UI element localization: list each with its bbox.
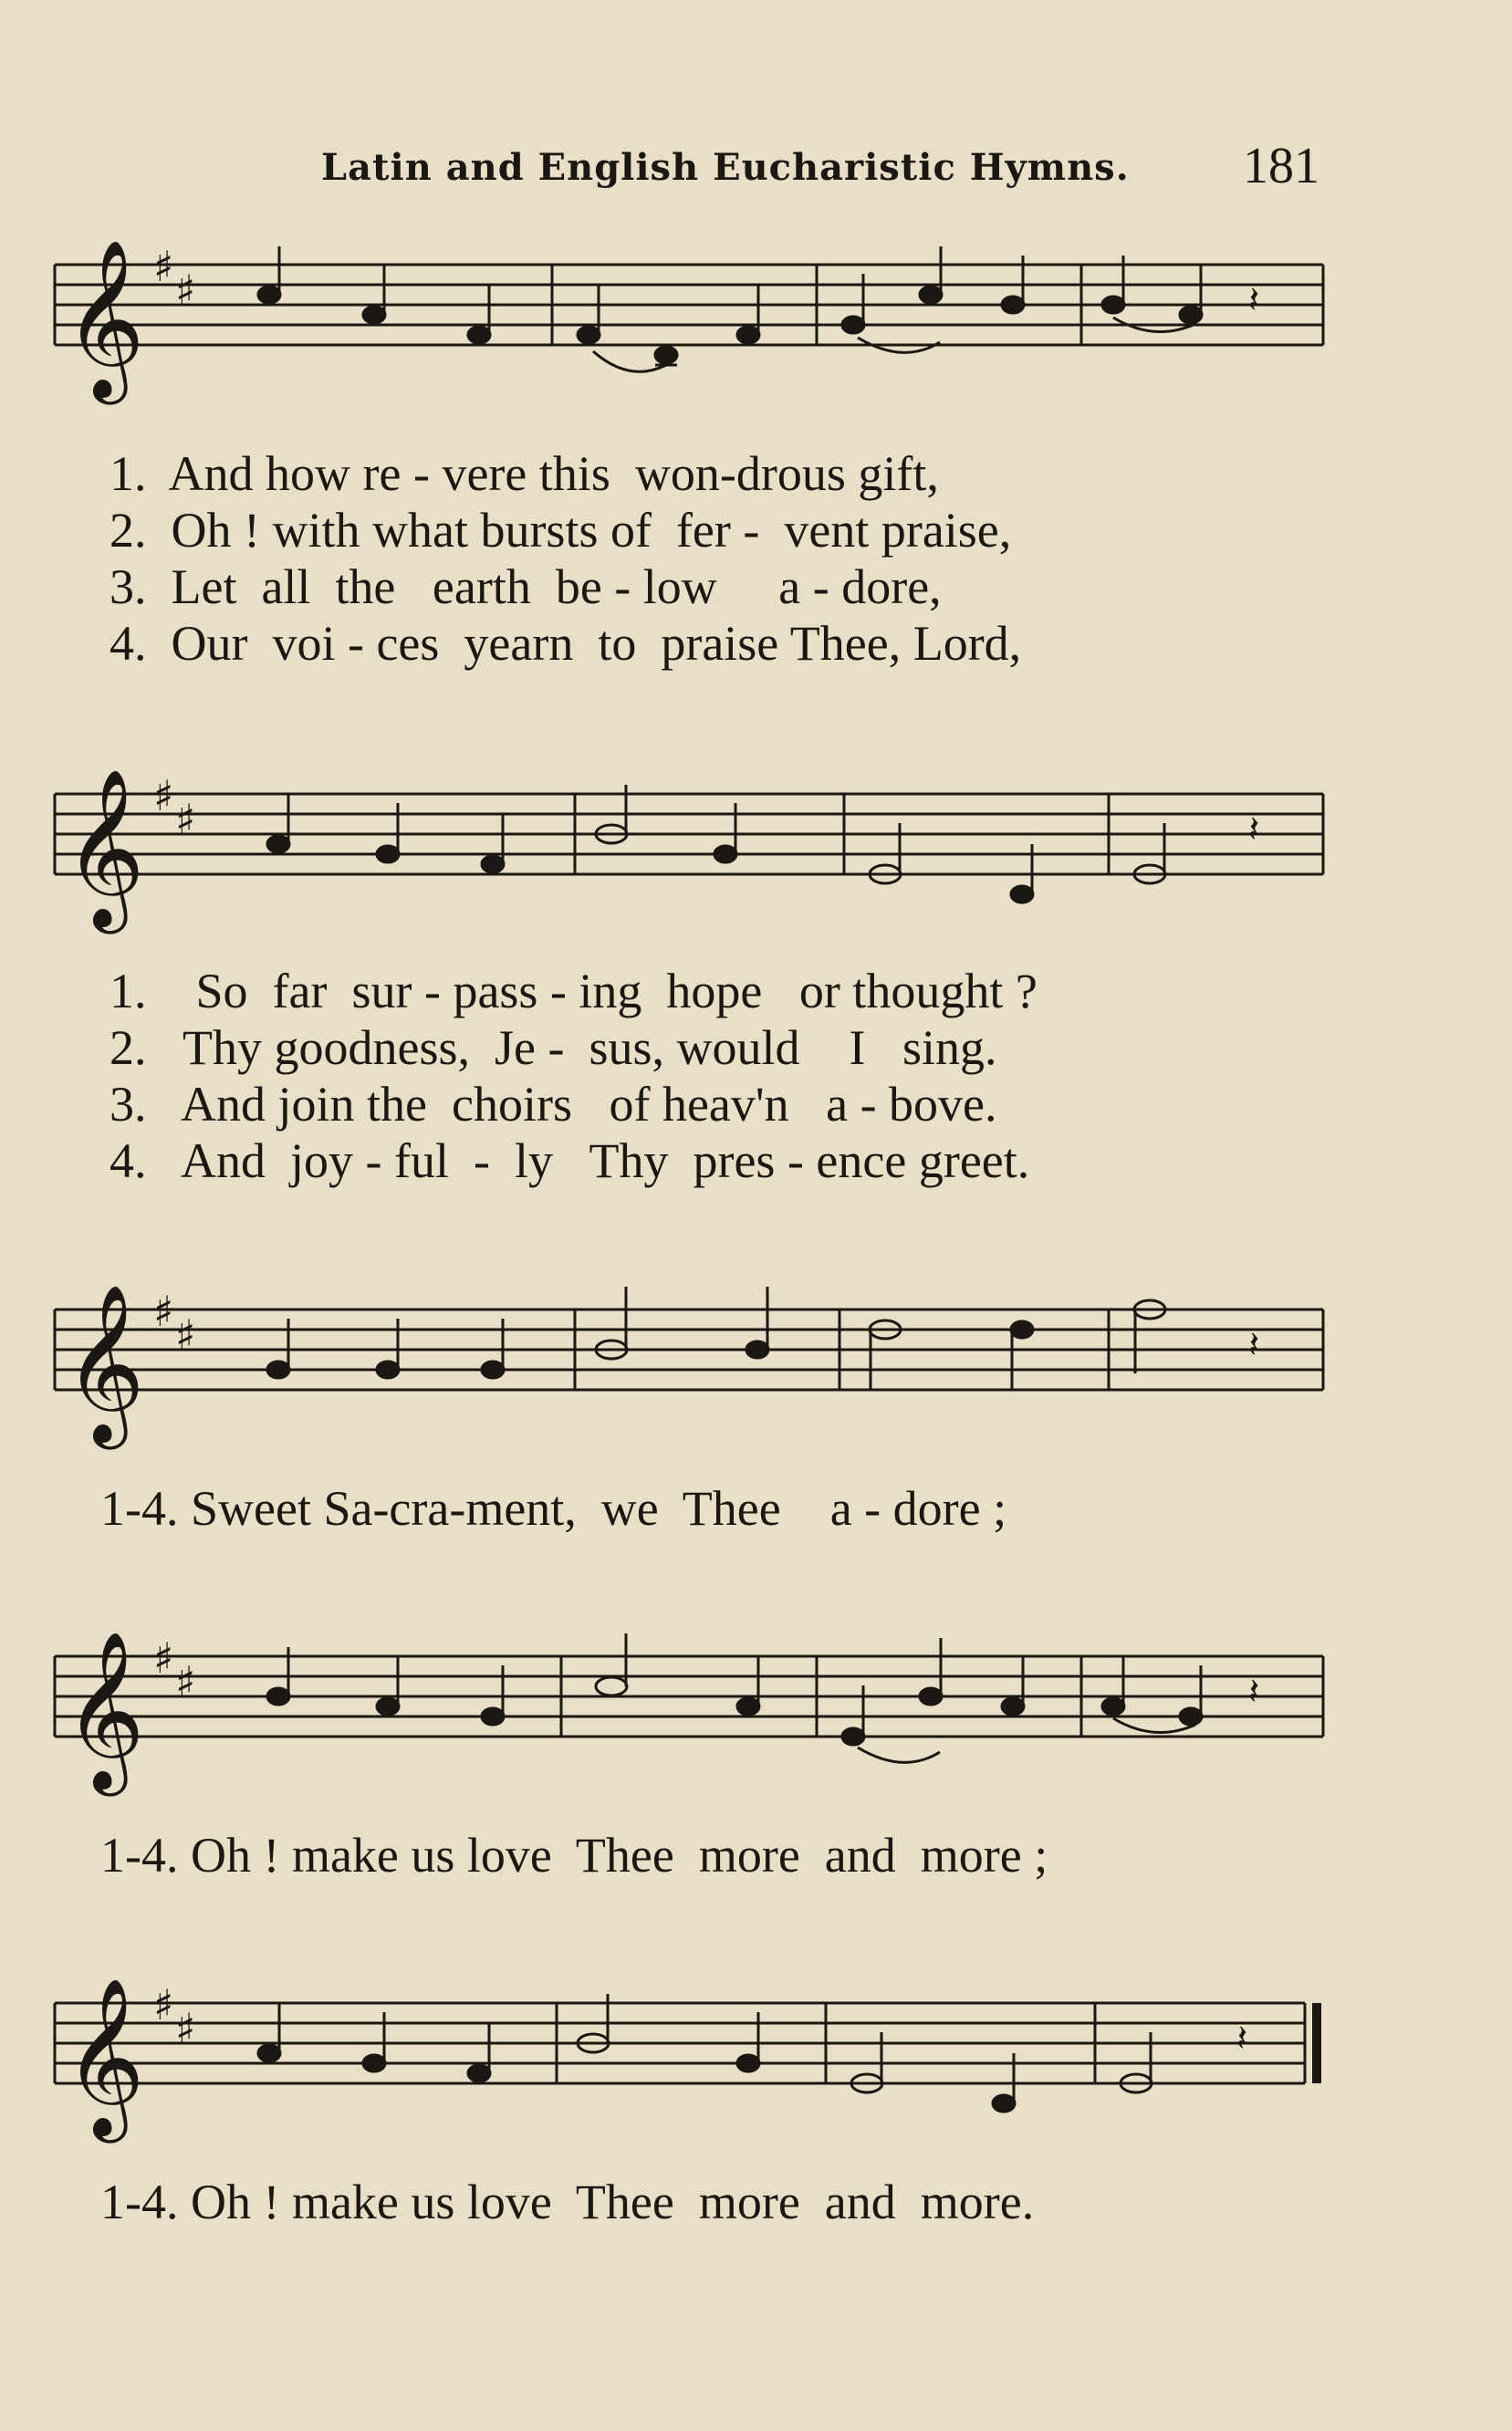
- lyric-line: 1-4. Oh ! make us love Thee more and more.: [100, 2175, 1035, 2229]
- svg-text:𝄞: 𝄞: [64, 768, 145, 927]
- lyric-line: 4. Our voi - ces yearn to praise Thee, Lord,: [109, 616, 1022, 671]
- svg-text:𝄽: 𝄽: [1248, 809, 1260, 850]
- svg-text:♯: ♯: [153, 1980, 174, 2029]
- treble-clef-icon: [64, 239, 145, 405]
- music-staff-4: [46, 1620, 1341, 1830]
- lyric-line: 1-4. Oh ! make us love Thee more and more ;: [100, 1828, 1048, 1883]
- svg-text:𝄽: 𝄽: [1248, 1324, 1260, 1366]
- running-title: Latin and English Eucharistic Hymns.: [321, 146, 1130, 189]
- svg-text:𝄞: 𝄞: [64, 1977, 145, 2136]
- lyric-line: 2. Oh ! with what bursts of fer - vent praise,: [109, 503, 1012, 558]
- svg-text:𝄞: 𝄞: [64, 1284, 145, 1443]
- lyric-line: 3. Let all the earth be - low a - dore,: [109, 559, 942, 614]
- svg-text:𝄽: 𝄽: [1248, 1671, 1260, 1713]
- svg-text:𝄞: 𝄞: [64, 1631, 145, 1789]
- lyrics-system-3: [100, 1480, 1006, 1537]
- svg-text:𝄽: 𝄽: [1236, 2018, 1248, 2060]
- svg-text:♯: ♯: [153, 771, 174, 820]
- music-staff-2: [46, 757, 1341, 967]
- lyric-line: 4. And joy - ful - ly Thy pres - ence greet.: [109, 1133, 1030, 1188]
- svg-text:♯: ♯: [175, 1310, 196, 1360]
- lyric-line: 1. And how re - vere this won-drous gift,: [109, 446, 939, 501]
- lyrics-system-4: [100, 1827, 1048, 1883]
- music-staff-5: [46, 1967, 1341, 2176]
- svg-text:𝄽: 𝄽: [1248, 279, 1260, 321]
- svg-text:♯: ♯: [175, 266, 196, 315]
- lyrics-system-1: [109, 445, 1021, 672]
- quarter-rest-icon: [1248, 279, 1259, 321]
- svg-text:♯: ♯: [175, 795, 196, 844]
- music-staff-3: [46, 1273, 1341, 1483]
- lyrics-system-2: [109, 963, 1038, 1189]
- lyric-line: 3. And join the choirs of heav'n a - bove.: [109, 1077, 997, 1132]
- svg-text:♯: ♯: [175, 1657, 196, 1706]
- svg-text:♯: ♯: [175, 2004, 196, 2053]
- page-number: 181: [1243, 138, 1319, 194]
- lyrics-system-5: [100, 2174, 1034, 2230]
- svg-text:𝄞: 𝄞: [64, 239, 145, 398]
- lyric-line: 2. Thy goodness, Je - sus, would I sing.: [109, 1020, 997, 1075]
- svg-text:♯: ♯: [153, 242, 174, 291]
- svg-text:♯: ♯: [153, 1287, 174, 1336]
- svg-text:♯: ♯: [153, 1633, 174, 1683]
- lyric-line: 1. So far sur - pass - ing hope or thought ?: [109, 964, 1038, 1018]
- lyric-line: 1-4. Sweet Sa-cra-ment, we Thee a - dore ;: [100, 1481, 1007, 1536]
- music-staff-1: [46, 228, 1341, 438]
